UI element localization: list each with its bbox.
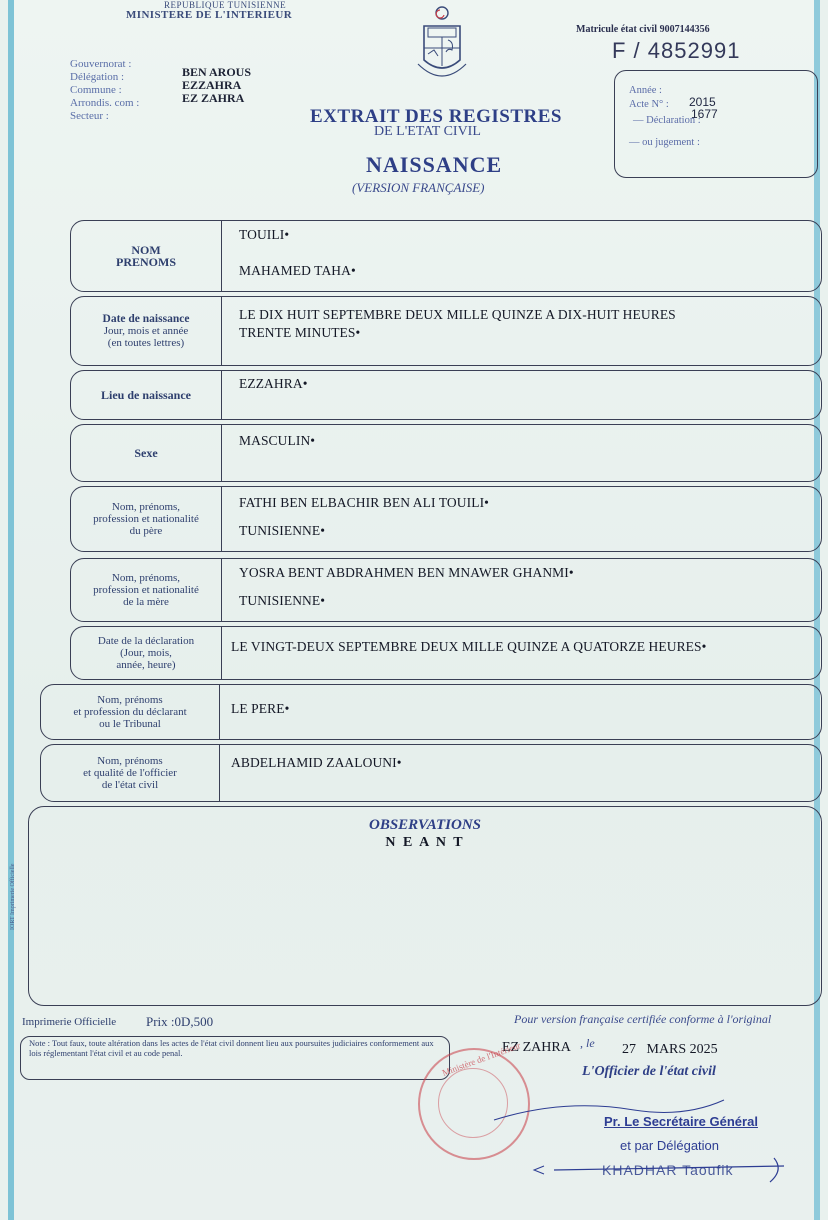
- row-pere: [70, 486, 822, 552]
- row-officier: [40, 744, 822, 802]
- etat-civil-title: DE L'ETAT CIVIL: [374, 124, 481, 139]
- value-sexe: MASCULIN•: [239, 433, 316, 448]
- value-pere-nationalite: TUNISIENNE•: [239, 523, 326, 538]
- value-declarant: LE PERE•: [231, 701, 290, 716]
- value-lieu-naissance: EZZAHRA•: [239, 376, 308, 391]
- value-arrondissement: EZ ZAHRA: [182, 91, 245, 105]
- label-arrondissement: Arrondis. com :: [70, 97, 140, 109]
- observations-value: N E A N T: [385, 835, 465, 850]
- jugement-label: — ou jugement :: [629, 137, 700, 148]
- observations-box: [28, 806, 822, 1006]
- row-lieu-naissance: [70, 370, 822, 420]
- row-sexe: [70, 424, 822, 482]
- imprimerie-text: Imprimerie Officielle: [22, 1016, 117, 1028]
- label-nom-prenoms: NOM PRENOMS: [116, 243, 176, 269]
- emblem-icon: [414, 4, 470, 86]
- row-mere: [70, 558, 822, 622]
- certif-text: Pour version française certifiée conforme à l'original: [514, 1012, 772, 1026]
- date-text: 27 MARS 2025: [622, 1042, 718, 1057]
- matricule-value: 9007144356: [659, 24, 710, 35]
- label-delegation: Délégation :: [70, 71, 125, 83]
- label-sexe: Sexe: [134, 446, 158, 460]
- location-values: [182, 66, 251, 105]
- handwritten-signature-icon: [484, 1090, 814, 1190]
- republic-text: REPUBLIQUE TUNISIENNE: [164, 0, 287, 10]
- row-date-declaration: [70, 626, 822, 680]
- value-mere-nationalite: TUNISIENNE•: [239, 593, 326, 608]
- row-declarant: [40, 684, 822, 740]
- row-date-naissance: [70, 296, 822, 366]
- declaration-label: — Déclaration :: [633, 115, 701, 126]
- acte-value: 1677: [691, 107, 718, 121]
- label-mere: Nom, prénoms, profession et nationalité de la mère: [93, 572, 199, 608]
- label-declarant: Nom, prénoms et profession du déclarant ou le Tribunal: [73, 694, 187, 730]
- acte-label: Acte N° :: [629, 99, 669, 110]
- extrait-title: EXTRAIT DES REGISTRES: [310, 106, 562, 127]
- label-date-declaration: Date de la déclaration (Jour, mois, année, heure): [97, 635, 195, 671]
- prix-text: Prix :0D,500: [146, 1014, 214, 1029]
- value-prenoms: MAHAMED TAHA•: [239, 263, 356, 278]
- version-title: (VERSION FRANÇAISE): [352, 180, 485, 195]
- label-secteur: Secteur :: [70, 110, 109, 122]
- signature-line-3: KHADHAR Taoufik: [602, 1162, 734, 1178]
- le-text: , le: [580, 1036, 595, 1050]
- stamp-text: Ministère de l'Intérieur: [440, 1040, 522, 1078]
- value-mere: YOSRA BENT ABDRAHMEN BEN MNAWER GHANMI•: [239, 565, 574, 580]
- observations-title: OBSERVATIONS: [369, 817, 481, 833]
- value-officier: ABDELHAMID ZAALOUNI•: [231, 755, 402, 770]
- label-pere: Nom, prénoms, profession et nationalité du père: [93, 501, 199, 537]
- label-commune: Commune :: [70, 84, 122, 96]
- label-date-naissance-sub: Jour, mois et année (en toutes lettres): [103, 325, 189, 349]
- value-date-naissance-2: TRENTE MINUTES•: [239, 325, 361, 340]
- location-labels: [70, 58, 190, 123]
- value-pere: FATHI BEN ELBACHIR BEN ALI TOUILI•: [239, 495, 489, 510]
- form-number: F / 4852991: [612, 38, 741, 63]
- side-text: IORT Imprimerie Officielle: [10, 863, 16, 930]
- naissance-title: NAISSANCE: [366, 152, 503, 177]
- annee-label: Année :: [629, 85, 662, 96]
- legal-note: Note : Tout faux, toute altération dans les actes de l'état civil donnent lieu aux poursuites judiciaires conformement aux lois réglementant l'état civil et au code penal.: [20, 1036, 450, 1080]
- label-gouvernorat: Gouvernorat :: [70, 58, 132, 70]
- value-date-declaration: LE VINGT-DEUX SEPTEMBRE DEUX MILLE QUINZE A QUATORZE HEURES•: [231, 639, 707, 654]
- label-officier: Nom, prénoms et qualité de l'officier de l'état civil: [83, 755, 177, 791]
- value-delegation: BEN AROUS: [182, 65, 252, 79]
- value-nom: TOUILI•: [239, 227, 290, 242]
- value-date-naissance-1: LE DIX HUIT SEPTEMBRE DEUX MILLE QUINZE A DIX-HUIT HEURES: [239, 307, 676, 322]
- matricule-label: Matricule état civil: [576, 24, 658, 35]
- row-nom-prenoms: [70, 220, 822, 292]
- label-date-naissance: Date de naissance: [102, 313, 190, 325]
- acte-box: [614, 70, 818, 178]
- value-commune: EZZAHRA: [182, 78, 242, 92]
- officier-title: L'Officier de l'état civil: [582, 1064, 716, 1079]
- place-text: EZ ZAHRA: [502, 1040, 571, 1055]
- signature-line-2: et par Délégation: [620, 1138, 720, 1153]
- label-lieu-naissance: Lieu de naissance: [100, 388, 191, 402]
- document-sheet: [8, 0, 820, 1220]
- signature-line-1: Pr. Le Secrétaire Général: [604, 1114, 758, 1129]
- annee-value: 2015: [689, 95, 716, 109]
- ministry-text: MINISTERE DE L'INTERIEUR: [126, 9, 293, 21]
